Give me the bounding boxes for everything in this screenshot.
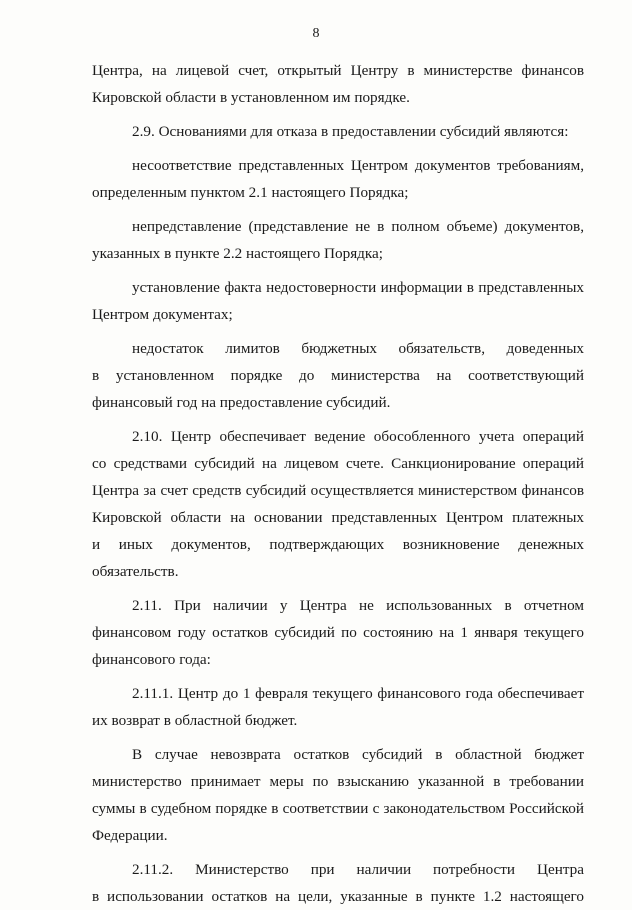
text-line: Кировской области на основании представленных Центром платежных xyxy=(92,509,584,526)
text-line: со средствами субсидий на лицевом счете. Санкционирование операций xyxy=(92,455,584,472)
text-line: В случае невозврата остатков субсидий в областной бюджет xyxy=(132,746,584,763)
text-line: установление факта недостоверности информации в представленных xyxy=(132,279,584,296)
text-line: финансовый год на предоставление субсидий. xyxy=(92,394,391,411)
text-line: их возврат в областной бюджет. xyxy=(92,712,298,729)
text-line: 2.10. Центр обеспечивает ведение обособленного учета операций xyxy=(132,428,584,445)
text-line: Кировской области в установленном им порядке. xyxy=(92,89,410,106)
text-line: в использовании остатков на цели, указанные в пункте 1.2 настоящего xyxy=(92,888,584,905)
text-line: недостаток лимитов бюджетных обязательств, доведенных xyxy=(132,340,584,357)
text-line: Центра за счет средств субсидий осуществляется министерством финансов xyxy=(92,482,584,499)
text-line: обязательств. xyxy=(92,563,179,580)
text-line: Федерации. xyxy=(92,827,168,844)
text-line: финансового года: xyxy=(92,651,211,668)
text-line: 2.11. При наличии у Центра не использованных в отчетном xyxy=(132,597,584,614)
text-line: Центром документах; xyxy=(92,306,233,323)
text-line: суммы в судебном порядке в соответствии с законодательством Российской xyxy=(92,800,584,817)
text-line: 2.11.1. Центр до 1 февраля текущего финансового года обеспечивает xyxy=(132,685,584,702)
text-line: Центра, на лицевой счет, открытый Центру в министерстве финансов xyxy=(92,62,584,79)
text-line: финансовом году остатков субсидий по состоянию на 1 января текущего xyxy=(92,624,584,641)
text-line: определенным пунктом 2.1 настоящего Порядка; xyxy=(92,184,409,201)
text-line: и иных документов, подтверждающих возникновение денежных xyxy=(92,536,584,553)
text-line: указанных в пункте 2.2 настоящего Порядка; xyxy=(92,245,384,262)
text-line: несоответствие представленных Центром документов требованиям, xyxy=(132,157,584,174)
text-line: 2.11.2. Министерство при наличии потребности Центра xyxy=(132,861,584,878)
document-body xyxy=(92,57,584,910)
text-line: непредставление (представление не в полном объеме) документов, xyxy=(132,218,584,235)
text-line: в установленном порядке до министерства на соответствующий xyxy=(92,367,584,384)
page-number: 8 xyxy=(312,26,320,41)
text-line: министерство принимает меры по взысканию указанной в требовании xyxy=(92,773,584,790)
text-line: 2.9. Основаниями для отказа в предоставлении субсидий являются: xyxy=(132,123,569,140)
